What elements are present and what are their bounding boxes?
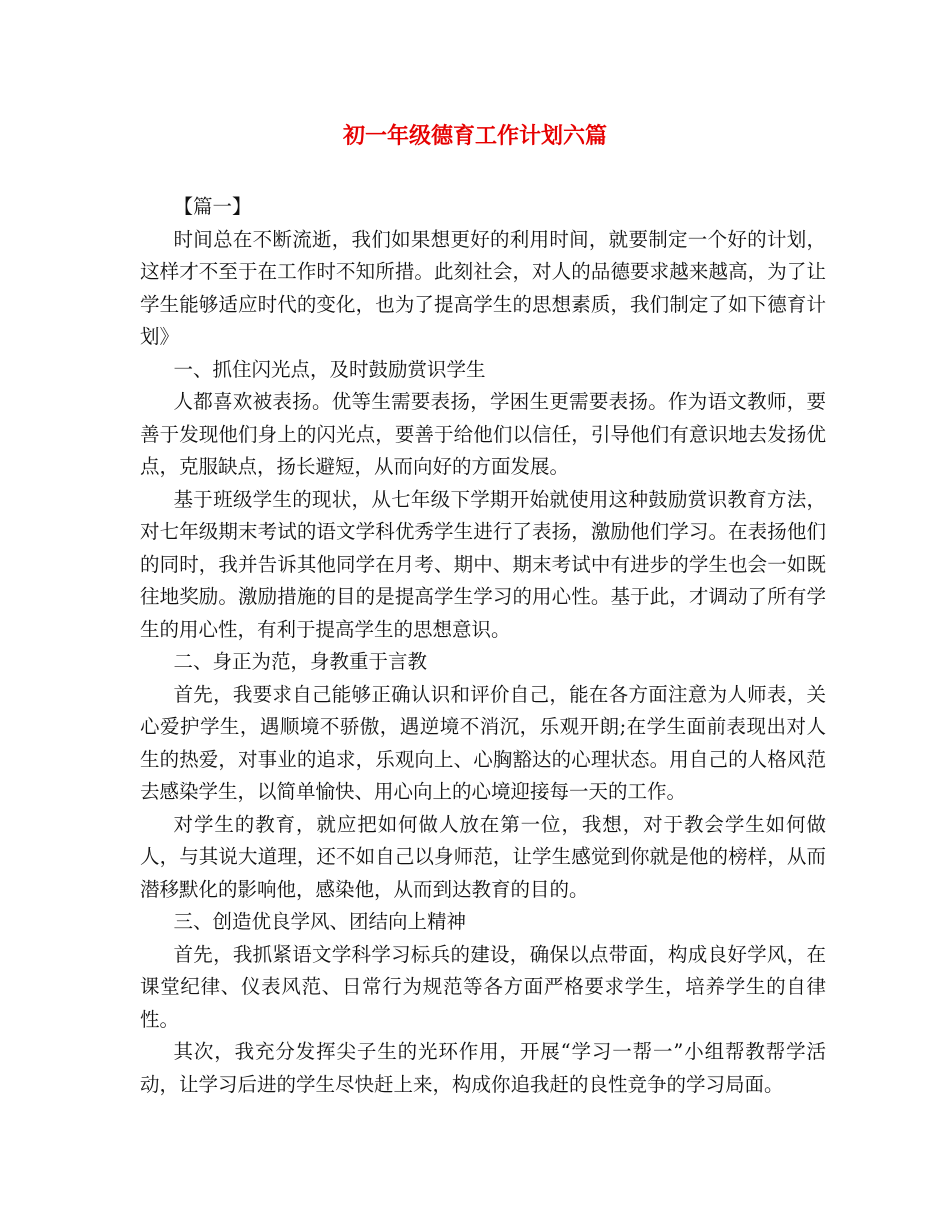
body-paragraph: 首先，我要求自己能够正确认识和评价自己，能在各方面注意为人师表，关心爱护学生，遇顺境不骄傲，遇逆境不消沉，乐观开朗;在学生面前表现出对人生的热爱，对事业的追求，乐观向上、心胸豁达的心理状态。用自己的人格风范去感染学生，以简单愉快、用心向上的心境迎接每一天的工作。 xyxy=(140,682,826,803)
section-label: 【篇一】 xyxy=(173,195,252,218)
body-paragraph: 首先，我抓紧语文学科学习标兵的建设，确保以点带面，构成良好学风，在课堂纪律、仪表风范、日常行为规范等各方面严格要求学生，培养学生的自律性。 xyxy=(140,942,826,1031)
section-heading-1: 一、抓住闪光点，及时鼓励赏识学生 xyxy=(173,357,486,381)
intro-paragraph: 时间总在不断流逝，我们如果想更好的利用时间，就要制定一个好的计划，这样才不至于在工作时不知所措。此刻社会，对人的品德要求越来越高，为了让学生能够适应时代的变化，也为了提高学生的思想素质，我们制定了如下德育计划》 xyxy=(140,227,826,348)
body-paragraph: 基于班级学生的现状，从七年级下学期开始就使用这种鼓励赏识教育方法，对七年级期末考试的语文学科优秀学生进行了表扬，激励他们学习。在表扬他们的同时，我并告诉其他同学在月考、期中、期末考试中有进步的学生也会一如既往地奖励。激励措施的目的是提高学生学习的用心性。基于此，才调动了所有学生的用心性，有利于提高学生的思想意识。 xyxy=(140,487,826,641)
body-paragraph: 人都喜欢被表扬。优等生需要表扬，学困生更需要表扬。作为语文教师，要善于发现他们身上的闪光点，要善于给他们以信任，引导他们有意识地去发扬优点，克服缺点，扬长避短，从而向好的方面发展。 xyxy=(140,390,826,478)
document-body xyxy=(140,191,826,1101)
section-heading-2: 二、身正为范，身教重于言教 xyxy=(173,650,428,673)
body-paragraph: 其次，我充分发挥尖子生的光环作用，开展“学习一帮一”小组帮教帮学活动，让学习后进的学生尽快赶上来，构成你追我赶的良性竞争的学习局面。 xyxy=(140,1040,826,1096)
section-heading-3: 三、创造优良学风、团结向上精神 xyxy=(173,910,467,933)
body-paragraph: 对学生的教育，就应把如何做人放在第一位，我想，对于教会学生如何做人，与其说大道理，还不如自己以身师范，让学生感觉到你就是他的榜样，从而潜移默化的影响他，感染他，从而到达教育的目的。 xyxy=(140,812,826,901)
document-title: 初一年级德育工作计划六篇 xyxy=(342,123,607,149)
